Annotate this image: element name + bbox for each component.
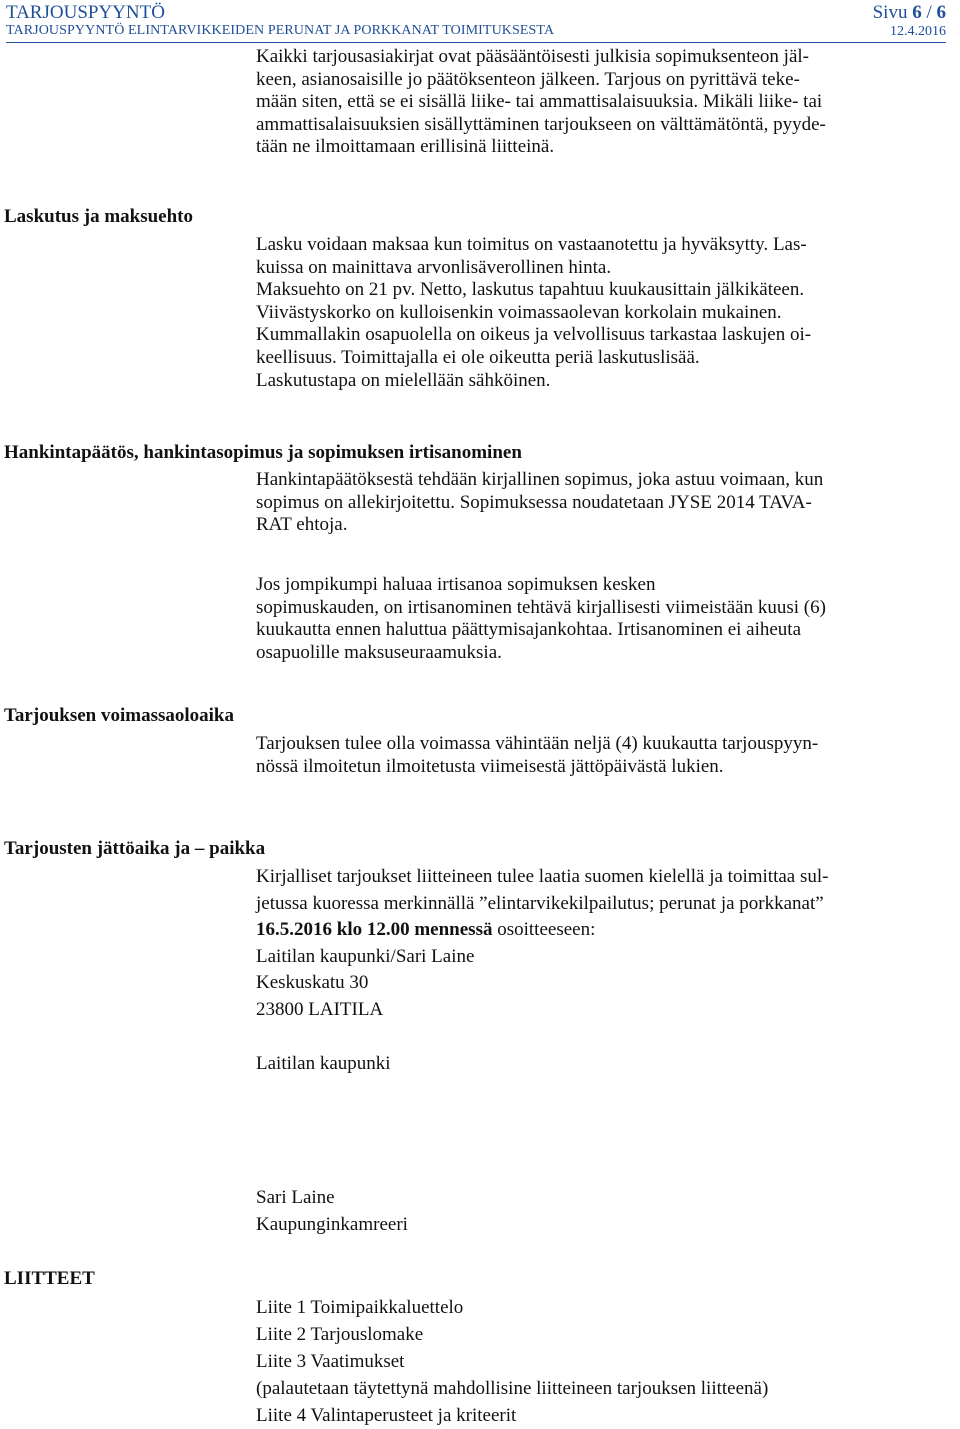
billing-paragraph xyxy=(256,234,956,392)
paragraph-line: Kaikki tarjousasiakirjat ovat pääsääntöisesti julkisia sopimuksenteon jäl- xyxy=(256,46,809,67)
list-item: (palautetaan täytettynä mahdollisine liitteineen tarjouksen liitteenä) xyxy=(256,1378,769,1399)
paragraph-line: keellisuus. Toimittajalla ei ole oikeutta periä laskutuslisää. xyxy=(256,346,700,368)
paragraph-line: RAT ehtoja. xyxy=(256,514,348,536)
paragraph-line: nössä ilmoitetun ilmoitetusta viimeisestä jättöpäivästä lukien. xyxy=(256,755,724,777)
address-line: Laitilan kaupunki/Sari Laine xyxy=(256,945,475,967)
header-divider xyxy=(6,42,946,43)
paragraph-line: keen, asianosaisille jo päätöksenteon jälkeen. Tarjous on pyrittävä teke- xyxy=(256,68,800,90)
paragraph-line: kuukautta ennen haluttua päättymisajankohtaa. Irtisanominen ei aiheuta xyxy=(256,619,802,641)
paragraph-line: sopimus on allekirjoitettu. Sopimuksessa noudatetaan JYSE 2014 TAVA- xyxy=(256,491,812,513)
page-label: Sivu xyxy=(872,2,908,23)
procurement-heading: Hankintapäätös, hankintasopimus ja sopimuksen irtisanominen xyxy=(4,442,522,463)
paragraph-line: Kummallakin osapuolella on oikeus ja velvollisuus tarkastaa laskujen oi- xyxy=(256,324,812,346)
deadline-line xyxy=(256,917,956,944)
list-item: Liite 3 Vaatimukset xyxy=(256,1351,405,1372)
confidentiality-paragraph xyxy=(256,46,956,159)
page-number: 6 xyxy=(912,2,922,23)
paragraph-line: jetussa kuoressa merkinnällä ”elintarvikekilpailutus; perunat ja porkkanat” xyxy=(256,892,824,914)
paragraph-line: kuissa on mainittava arvonlisäverollinen hinta. xyxy=(256,256,612,278)
paragraph-line: Viivästyskorko on kulloisenkin voimassaolevan korkolain mukainen. xyxy=(256,301,782,323)
submission-paragraph xyxy=(256,864,956,1024)
submission-heading: Tarjousten jättöaika ja – paikka xyxy=(4,838,266,859)
attachments-list xyxy=(256,1294,956,1429)
paragraph-line: Tarjouksen tulee olla voimassa vähintään neljä (4) kuukautta tarjouspyyn- xyxy=(256,733,819,754)
paragraph-line: Jos jompikumpi haluaa irtisanoa sopimuksen kesken xyxy=(256,574,656,595)
list-item: Liite 4 Valintaperusteet ja kriteerit xyxy=(256,1405,517,1426)
deadline-text: 16.5.2016 klo 12.00 mennessä xyxy=(256,919,493,941)
list-item: Liite 1 Toimipaikkaluettelo xyxy=(256,1297,464,1318)
signer-name: Sari Laine xyxy=(256,1187,335,1208)
paragraph-line: Hankintapäätöksestä tehdään kirjallinen sopimus, joka astuu voimaan, kun xyxy=(256,469,824,490)
termination-paragraph xyxy=(256,574,956,664)
page-indicator xyxy=(873,2,946,24)
paragraph-line: ammattisalaisuuksien sisällyttäminen tarjoukseen on välttämätöntä, pyyde- xyxy=(256,113,826,135)
document-subtitle: TARJOUSPYYNTÖ ELINTARVIKKEIDEN PERUNAT JA PORKKANAT TOIMITUKSESTA xyxy=(6,23,555,38)
paragraph-line: Lasku voidaan maksaa kun toimitus on vastaanotettu ja hyväksytty. Las- xyxy=(256,234,807,255)
paragraph-line: sopimuskauden, on irtisanominen tehtävä kirjallisesti viimeistään kuusi (6) xyxy=(256,596,826,618)
paragraph-line: tään ne ilmoittamaan erillisinä liitteinä. xyxy=(256,136,555,158)
paragraph-line: Laskutustapa on mielellään sähköinen. xyxy=(256,369,551,391)
address-line: 23800 LAITILA xyxy=(256,998,384,1020)
list-item: Liite 2 Tarjouslomake xyxy=(256,1324,424,1345)
signer-title: Kaupunginkamreeri xyxy=(256,1214,408,1235)
address-line: Keskuskatu 30 xyxy=(256,972,369,994)
document-title: TARJOUSPYYNTÖ xyxy=(6,2,165,23)
billing-heading: Laskutus ja maksuehto xyxy=(4,206,193,227)
paragraph-line: osapuolille maksuseuraamuksia. xyxy=(256,641,502,663)
paragraph-line: mään siten, että se ei sisällä liike- tai ammattisalaisuuksia. Mikäli liike- tai xyxy=(256,91,823,113)
deadline-suffix: osoitteeseen: xyxy=(492,919,596,941)
validity-heading: Tarjouksen voimassaoloaika xyxy=(4,705,234,726)
page-total: 6 xyxy=(936,2,946,23)
paragraph-line: Maksuehto on 21 pv. Netto, laskutus tapahtuu kuukausittain jälkikäteen. xyxy=(256,279,805,301)
page-separator: / xyxy=(926,2,932,23)
validity-paragraph xyxy=(256,733,956,778)
procurement-paragraph-a xyxy=(256,469,956,537)
document-date: 12.4.2016 xyxy=(890,24,946,39)
organization-name: Laitilan kaupunki xyxy=(256,1053,391,1074)
attachments-heading: LIITTEET xyxy=(4,1268,95,1289)
paragraph-line: Kirjalliset tarjoukset liitteineen tulee laatia suomen kielellä ja toimittaa sul- xyxy=(256,866,829,887)
